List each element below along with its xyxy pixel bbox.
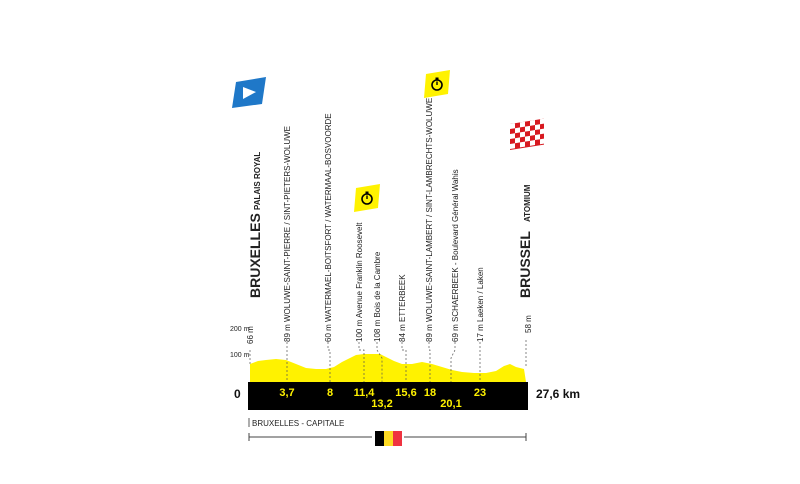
waypoint-km: 20,1: [440, 398, 462, 410]
start-place: PALAIS ROYAL: [253, 151, 262, 210]
waypoint-km: 8: [326, 387, 334, 399]
region-label: BRUXELLES - CAPITALE: [252, 419, 345, 428]
start-labels: [246, 152, 263, 364]
waypoint-label: 60 m WATERMAEL-BOITSFORT / WATERMAAL-BOSVOORDE: [324, 113, 333, 342]
waypoint-km: 3,7: [279, 387, 295, 399]
start-city: BRUXELLES: [247, 213, 263, 298]
waypoint-label: 84 m ETTERBEEK: [398, 274, 407, 342]
waypoint-km: 13,2: [371, 398, 393, 410]
start-km: 0: [234, 387, 241, 401]
finish-labels: [517, 184, 533, 368]
waypoint-label: 89 m WOLUWE-SAINT-LAMBERT / SINT-LAMBRECHTS-WOLUWE: [425, 97, 434, 342]
waypoint-label: 69 m SCHAERBEEK - Boulevard Général Wahis: [451, 169, 460, 342]
stopwatch-flag-icon: [354, 184, 380, 212]
y-tick-100: 100 m: [230, 352, 250, 359]
waypoint-label: 108 m Bois de la Cambre: [373, 251, 382, 342]
start-altitude: 66 m: [246, 326, 255, 344]
waypoint-km: 15,6: [395, 387, 417, 399]
waypoint-label: 17 m Laeken / Laken: [476, 267, 485, 342]
start-arrow-flag-icon: [232, 77, 266, 108]
waypoint-km: 11,4: [353, 387, 375, 399]
waypoint-label: 89 m WOLUWE-SAINT-PIERRE / SINT-PIETERS-WOLUWE: [283, 125, 292, 342]
finish-city: BRUSSEL: [517, 231, 533, 298]
finish-altitude: 58 m: [524, 315, 533, 333]
checkered-flag-icon: [510, 119, 544, 150]
stopwatch-flag-icon: [424, 70, 450, 98]
total-km: 27,6 km: [536, 387, 581, 401]
belgium-flag-icon: [372, 430, 404, 447]
waypoint-km: 23: [473, 387, 487, 399]
elevation-profile: [250, 354, 526, 382]
finish-place: ATOMIUM: [523, 184, 532, 222]
y-tick-200: 200 m: [230, 326, 250, 333]
waypoint-label: 100 m Avenue Franklin Roosevelt: [355, 222, 364, 342]
waypoint-km: 18: [423, 387, 437, 399]
